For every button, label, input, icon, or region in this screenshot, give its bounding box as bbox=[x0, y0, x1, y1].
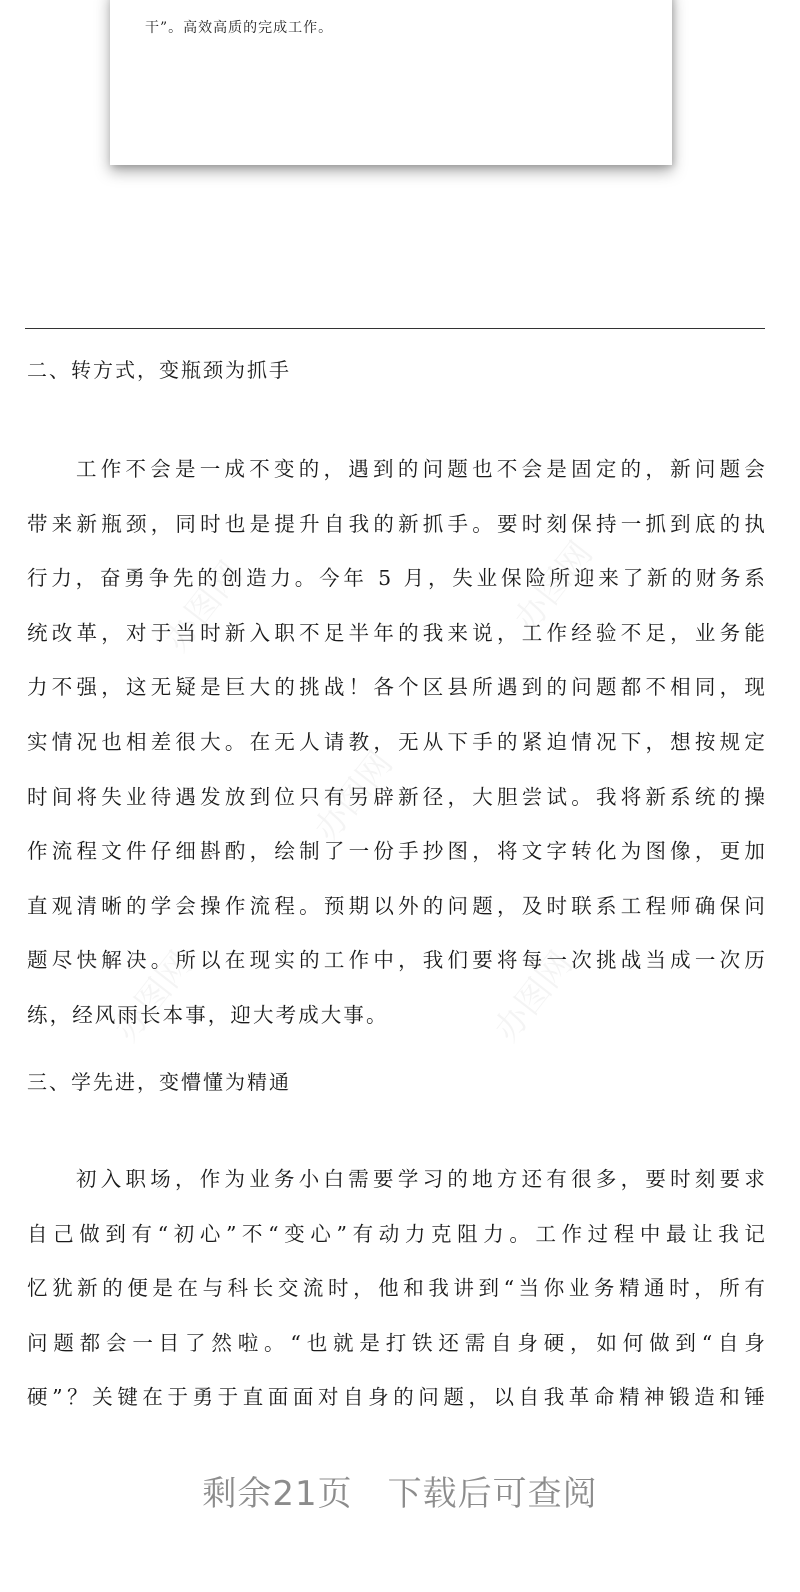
paragraph-line: 初入职场，作为业务小白需要学习的地方还有很多，要时刻要求 bbox=[76, 1167, 767, 1191]
paragraph-line: 硬”？关键在于勇于直面面对自身的问题，以自我革命精神锻造和锤 bbox=[27, 1385, 767, 1410]
paragraph-line: 练，经风雨长本事，迎大考成大事。 bbox=[27, 1002, 389, 1027]
paragraph-line: 作流程文件仔细斟酌，绘制了一份手抄图，将文字转化为图像，更加 bbox=[27, 839, 767, 864]
preview-last-line: 干”。高效高质的完成工作。 bbox=[145, 20, 334, 36]
paragraph-line: 问题都会一目了然啦。“也就是打铁还需自身硬，如何做到“自身 bbox=[27, 1330, 767, 1355]
section-paragraph bbox=[27, 442, 767, 1043]
remaining-pages-banner[interactable]: 剩余21页 下载后可查阅 bbox=[202, 1474, 598, 1514]
paragraph-line: 忆犹新的便是在与科长交流时，他和我讲到“当你业务精通时，所有 bbox=[27, 1276, 767, 1301]
section-heading: 二、转方式，变瓶颈为抓手 bbox=[27, 358, 291, 382]
paragraph-line: 直观清晰的学会操作流程。预期以外的问题，及时联系工程师确保问 bbox=[27, 893, 767, 918]
preview-page-card bbox=[110, 0, 672, 165]
paragraph-line: 工作不会是一成不变的，遇到的问题也不会是固定的，新问题会 bbox=[76, 457, 767, 481]
paragraph-line: 实情况也相差很大。在无人请教，无从下手的紧迫情况下，想按规定 bbox=[27, 729, 767, 754]
paragraph-line: 行力，奋勇争先的创造力。今年 5 月，失业保险所迎来了新的财务系 bbox=[27, 566, 767, 591]
paragraph-line: 题尽快解决。所以在现实的工作中，我们要将每一次挑战当成一次历 bbox=[27, 948, 767, 973]
paragraph-line: 自己做到有“初心”不“变心”有动力克阻力。工作过程中最让我记 bbox=[27, 1221, 767, 1246]
paragraph-line: 带来新瓶颈，同时也是提升自我的新抓手。要时刻保持一抓到底的执 bbox=[27, 511, 767, 536]
section-paragraph bbox=[27, 1152, 767, 1425]
paragraph-line: 力不强，这无疑是巨大的挑战！各个区县所遇到的问题都不相同，现 bbox=[27, 675, 767, 700]
page-divider bbox=[25, 328, 765, 329]
section-heading: 三、学先进，变懵懂为精通 bbox=[27, 1070, 291, 1094]
paragraph-line: 统改革，对于当时新入职不足半年的我来说，工作经验不足，业务能 bbox=[27, 620, 767, 645]
paragraph-line: 时间将失业待遇发放到位只有另辟新径，大胆尝试。我将新系统的操 bbox=[27, 784, 767, 809]
